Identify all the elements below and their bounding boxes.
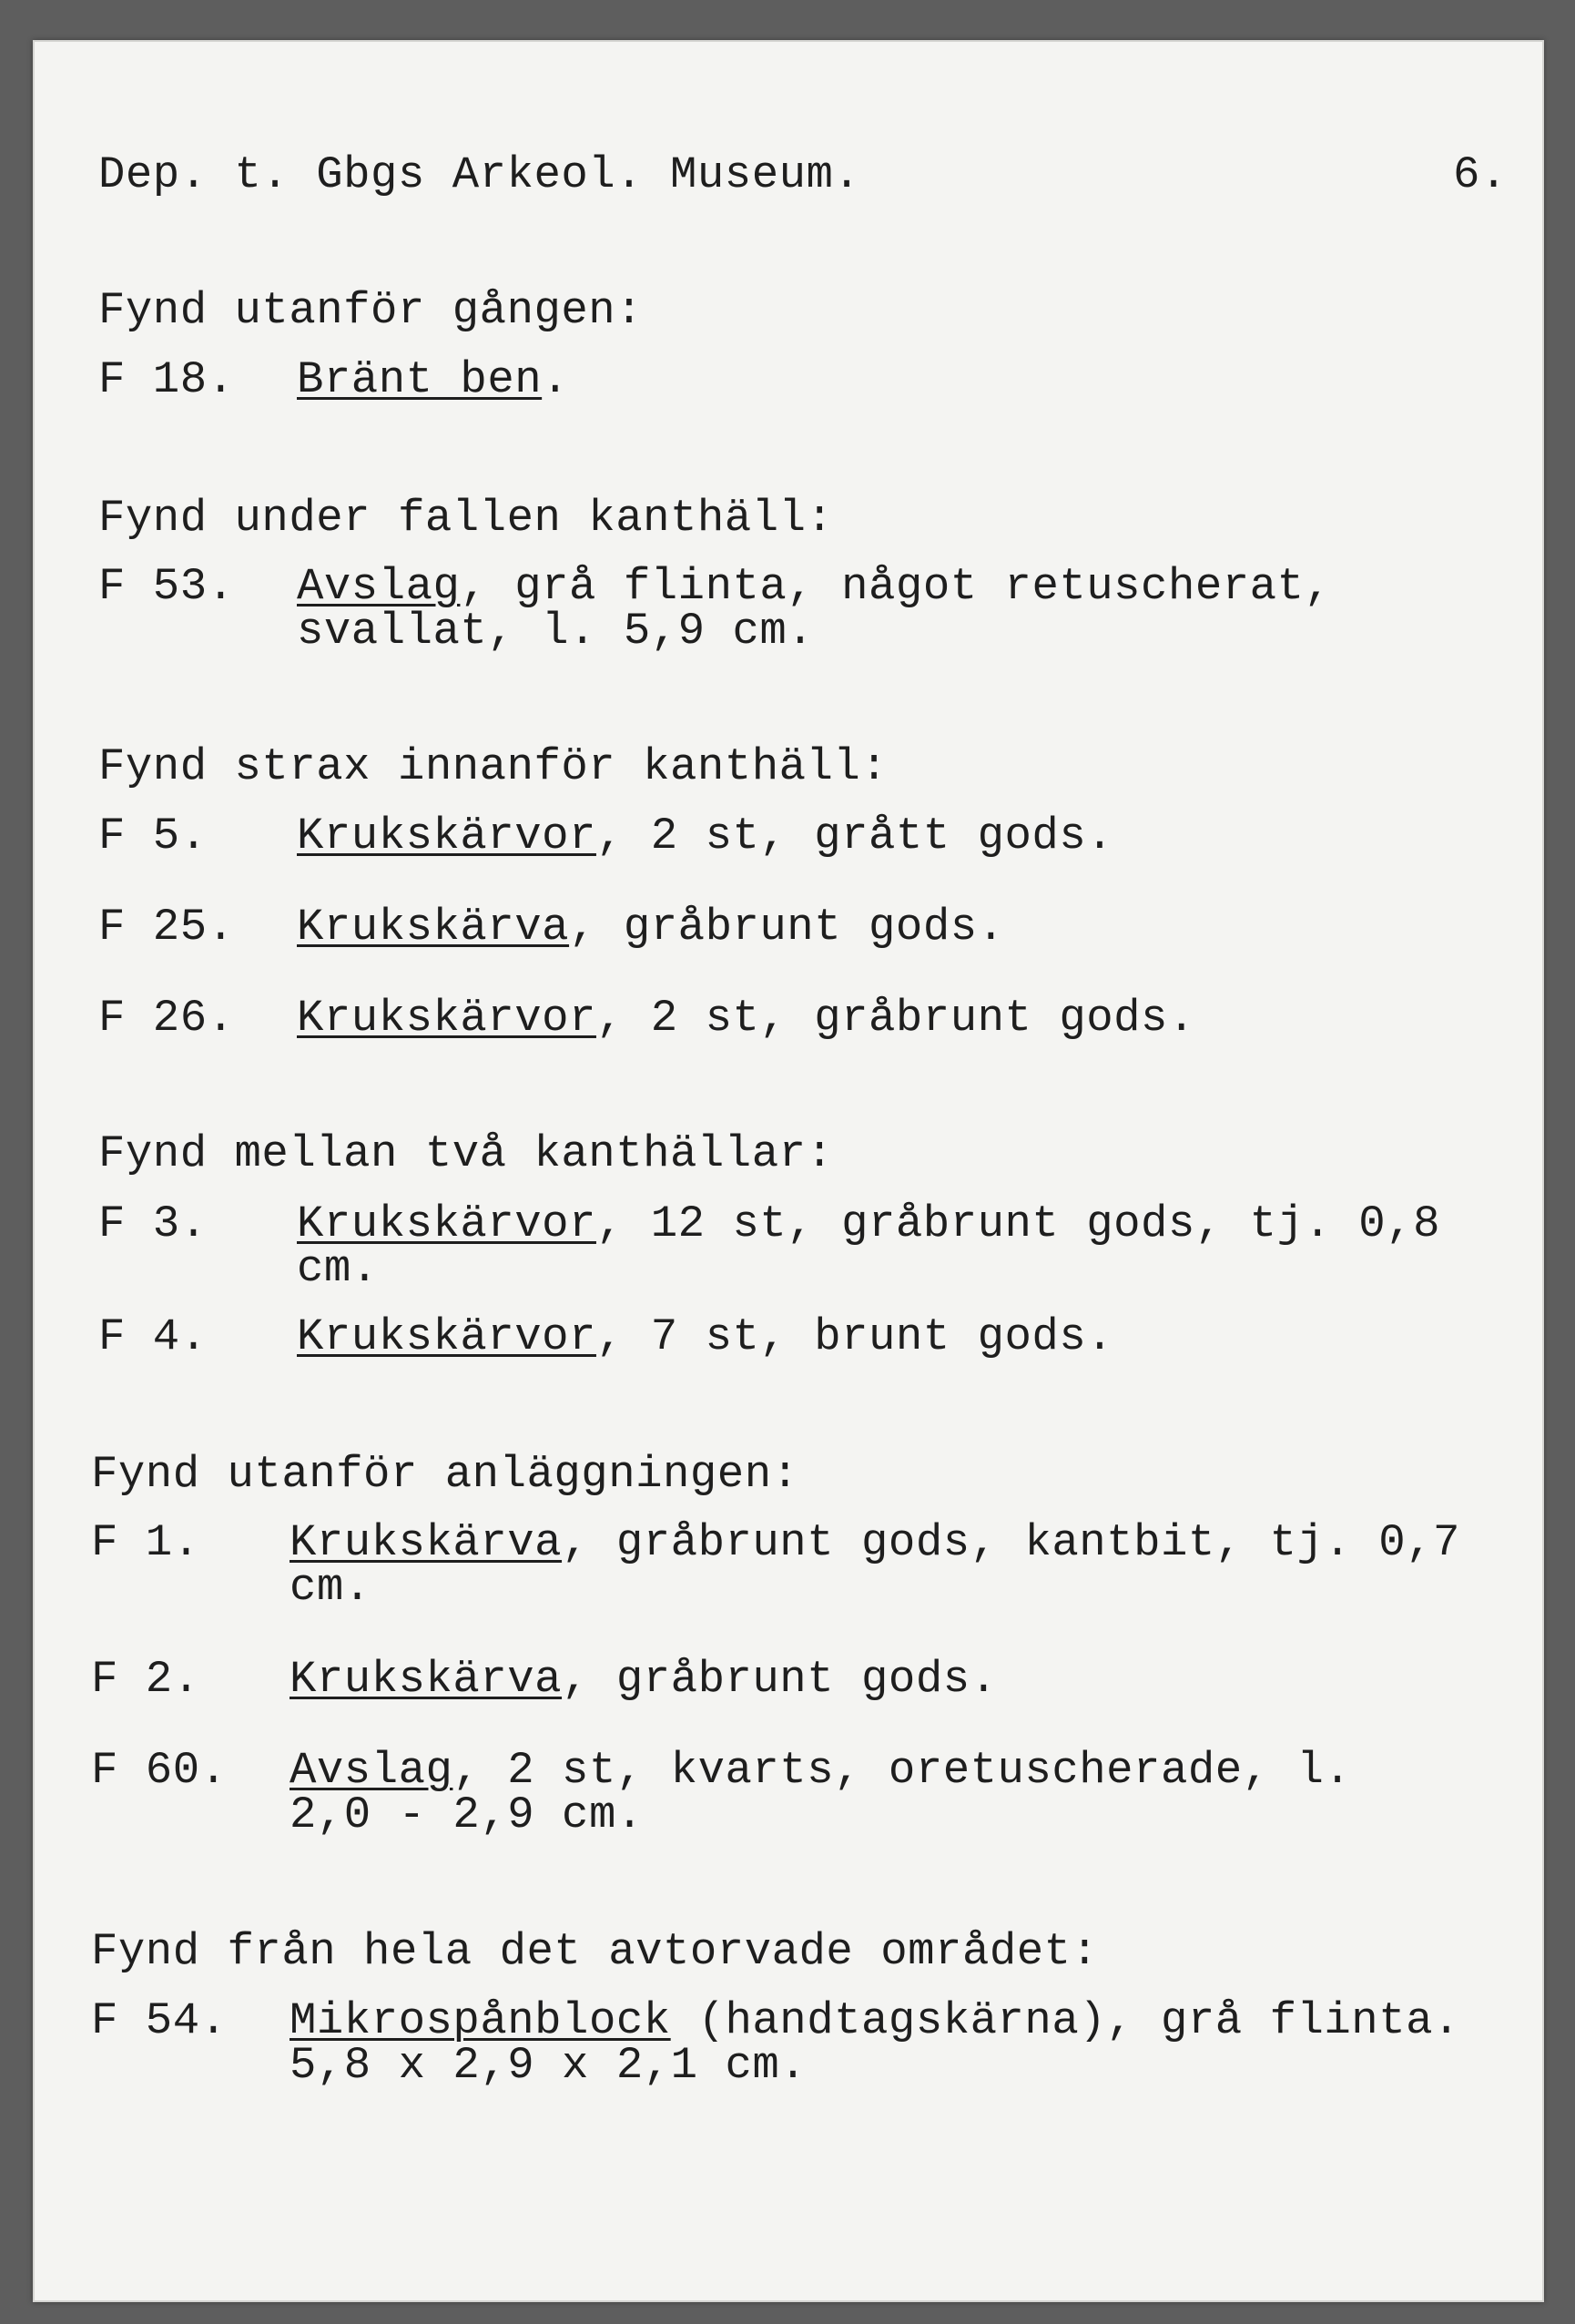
find-term: Mikrospånblock xyxy=(290,1995,671,2046)
find-term: Krukskärvor xyxy=(297,810,596,861)
find-number: F 2. xyxy=(91,1654,200,1705)
find-term: Krukskärva xyxy=(290,1654,563,1705)
section-heading: Fynd från hela det avtorvade området: xyxy=(91,1926,1099,1977)
find-number: F 25. xyxy=(98,902,235,953)
find-term: Avslag xyxy=(290,1745,453,1796)
find-continuation: cm. xyxy=(297,1243,379,1294)
find-continuation: svallat, l. 5,9 cm. xyxy=(297,606,815,657)
page-number: 6. xyxy=(1453,149,1508,200)
find-description xyxy=(297,354,569,405)
find-description xyxy=(297,993,1195,1044)
section-heading: Fynd utanför anläggningen: xyxy=(91,1449,799,1500)
find-details: , grå flinta, något retuscherat, xyxy=(460,561,1332,612)
document-card xyxy=(33,40,1544,2302)
find-term: Bränt ben xyxy=(297,354,543,405)
find-description xyxy=(297,561,1331,612)
find-number: F 1. xyxy=(91,1517,200,1568)
find-details: , 7 st, brunt gods. xyxy=(595,1311,1114,1362)
find-details: , gråbrunt gods. xyxy=(569,902,1005,953)
find-number: F 18. xyxy=(98,354,235,405)
section-heading: Fynd under fallen kanthäll: xyxy=(98,493,834,544)
find-description xyxy=(297,1198,1440,1249)
find-details: (handtagskärna), grå flinta. xyxy=(670,1995,1460,2046)
find-details: . xyxy=(542,354,570,405)
find-number: F 26. xyxy=(98,993,235,1044)
find-continuation: 2,0 - 2,9 cm. xyxy=(290,1789,644,1840)
find-details: , gråbrunt gods, kantbit, tj. 0,7 xyxy=(562,1517,1460,1568)
find-term: Avslag xyxy=(297,561,461,612)
find-details: , 2 st, gråbrunt gods. xyxy=(595,993,1195,1044)
section-heading: Fynd mellan två kanthällar: xyxy=(98,1128,834,1179)
find-description xyxy=(290,1654,998,1705)
section-heading: Fynd strax innanför kanthäll: xyxy=(98,741,889,792)
find-description xyxy=(290,1745,1351,1796)
find-number: F 53. xyxy=(98,561,235,612)
find-details: , 2 st, kvarts, oretuscherade, l. xyxy=(452,1745,1352,1796)
find-term: Krukskärvor xyxy=(297,1198,596,1249)
find-number: F 3. xyxy=(98,1198,208,1249)
institution-header: Dep. t. Gbgs Arkeol. Museum. xyxy=(98,149,861,200)
find-term: Krukskärva xyxy=(297,902,570,953)
find-description xyxy=(290,1517,1460,1568)
find-term: Krukskärva xyxy=(290,1517,563,1568)
find-description xyxy=(297,902,1005,953)
find-number: F 60. xyxy=(91,1745,228,1796)
find-description xyxy=(297,1311,1113,1362)
find-number: F 54. xyxy=(91,1995,228,2046)
find-term: Krukskärvor xyxy=(297,993,596,1044)
find-details: , gråbrunt gods. xyxy=(562,1654,998,1705)
section-heading: Fynd utanför gången: xyxy=(98,285,644,336)
find-description xyxy=(297,810,1113,861)
find-details: , 12 st, gråbrunt gods, tj. 0,8 xyxy=(595,1198,1441,1249)
find-continuation: cm. xyxy=(290,1562,371,1613)
find-description xyxy=(290,1995,1460,2046)
find-number: F 5. xyxy=(98,810,208,861)
find-number: F 4. xyxy=(98,1311,208,1362)
find-continuation: 5,8 x 2,9 x 2,1 cm. xyxy=(290,2040,808,2091)
find-details: , 2 st, grått gods. xyxy=(595,810,1114,861)
find-term: Krukskärvor xyxy=(297,1311,596,1362)
